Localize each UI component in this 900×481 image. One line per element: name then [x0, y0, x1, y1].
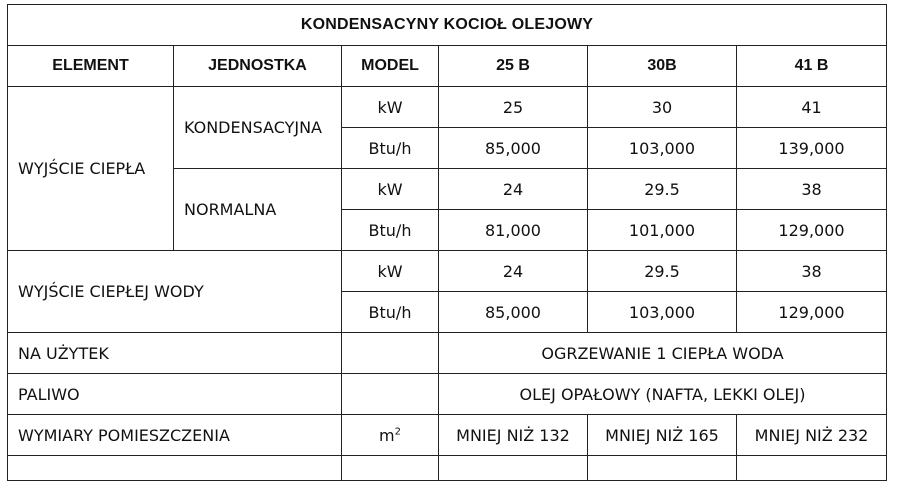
value-cell: MNIEJ NIŻ 232 [737, 415, 887, 456]
fuel-label: PALIWO [8, 374, 342, 415]
unit-btu: Btu/h [342, 128, 439, 169]
header-unit: JEDNOSTKA [174, 46, 342, 87]
value-cell: 38 [737, 169, 887, 210]
value-cell: MNIEJ NIŻ 165 [588, 415, 737, 456]
unit-kw: kW [342, 251, 439, 292]
empty-cell [342, 374, 439, 415]
header-element: ELEMENT [8, 46, 174, 87]
cutoff-row-label [8, 456, 342, 481]
cutoff-row-value [588, 456, 737, 481]
empty-cell [342, 333, 439, 374]
value-cell: 81,000 [439, 210, 588, 251]
header-model-41b: 41 B [737, 46, 887, 87]
value-cell: 101,000 [588, 210, 737, 251]
cutoff-row-value [737, 456, 887, 481]
value-cell: 129,000 [737, 292, 887, 333]
value-cell: 24 [439, 251, 588, 292]
cutoff-row-value [439, 456, 588, 481]
unit-m2 [342, 415, 439, 456]
heat-output-label: WYJŚCIE CIEPŁA [8, 87, 174, 251]
usage-label: NA UŻYTEK [8, 333, 342, 374]
value-cell: 85,000 [439, 128, 588, 169]
cutoff-row-unit [342, 456, 439, 481]
condensing-label: KONDENSACYJNA [174, 87, 342, 169]
unit-kw: kW [342, 87, 439, 128]
value-cell: 24 [439, 169, 588, 210]
table-title: KONDENSACYNY KOCIOŁ OLEJOWY [8, 5, 887, 46]
value-cell: 85,000 [439, 292, 588, 333]
header-model-30b: 30B [588, 46, 737, 87]
unit-btu: Btu/h [342, 210, 439, 251]
value-cell: 129,000 [737, 210, 887, 251]
value-cell: 29.5 [588, 169, 737, 210]
normal-label: NORMALNA [174, 169, 342, 251]
hot-water-label: WYJŚCIE CIEPŁEJ WODY [8, 251, 342, 333]
unit-m2-sup: 2 [394, 426, 401, 438]
value-cell: 30 [588, 87, 737, 128]
header-model: MODEL [342, 46, 439, 87]
fuel-value: OLEJ OPAŁOWY (NAFTA, LEKKI OLEJ) [439, 374, 887, 415]
value-cell: 29.5 [588, 251, 737, 292]
value-cell: 103,000 [588, 292, 737, 333]
value-cell: 103,000 [588, 128, 737, 169]
spec-table [7, 4, 887, 481]
value-cell: 139,000 [737, 128, 887, 169]
value-cell: 38 [737, 251, 887, 292]
header-model-25b: 25 B [439, 46, 588, 87]
value-cell: MNIEJ NIŻ 132 [439, 415, 588, 456]
usage-value: OGRZEWANIE 1 CIEPŁA WODA [439, 333, 887, 374]
room-size-label: WYMIARY POMIESZCZENIA [8, 415, 342, 456]
unit-m2-base: m [379, 425, 395, 445]
value-cell: 25 [439, 87, 588, 128]
unit-btu: Btu/h [342, 292, 439, 333]
unit-kw: kW [342, 169, 439, 210]
value-cell: 41 [737, 87, 887, 128]
